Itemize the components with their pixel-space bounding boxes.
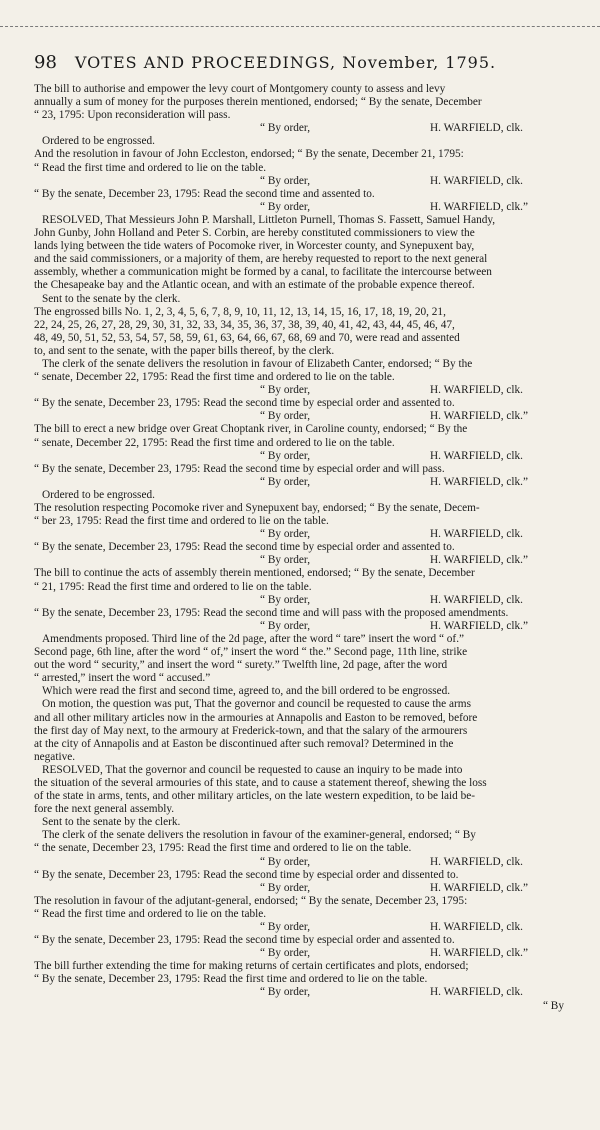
text-line: “ By the senate, December 23, 1795: Read the first time and ordered to lie on the table. <box>34 973 428 986</box>
text-line: out the word “ security,” and insert the word “ surety.” Twelfth line, 2d page, after the word <box>34 659 448 672</box>
text-line: Amendments proposed. Third line of the 2d page, after the word “ tare” insert the word “ of.” <box>42 632 465 645</box>
text-line: lands lying between the tide waters of Pocomoke river, in Worcester county, and Synepuxent bay, <box>34 240 475 253</box>
text-line: “ By <box>542 999 564 1012</box>
clerk-signature: H. WARFIELD, clk. <box>430 528 523 541</box>
signature-line <box>34 201 572 214</box>
clerk-signature: H. WARFIELD, clk. <box>430 174 523 187</box>
page-header <box>34 52 572 73</box>
text-line: “ By the senate, December 23, 1795: Read the second time and assented to. <box>34 187 375 200</box>
by-order-text: “ By order, <box>260 200 311 213</box>
by-order-text: “ By order, <box>260 593 311 606</box>
text-line: Which were read the first and second time, agreed to, and the bill ordered to be engrossed. <box>42 685 451 698</box>
by-order-text: “ By order, <box>260 174 311 187</box>
clerk-signature: H. WARFIELD, clk.” <box>430 881 528 894</box>
text-line: the Chesapeake bay and the Atlantic ocean, and with an estimate of the probable expence thereof. <box>34 279 475 292</box>
signature-line <box>34 620 572 633</box>
text-line: “ By the senate, December 23, 1795: Read the second time by especial order and assented to. <box>34 541 455 554</box>
clerk-signature: H. WARFIELD, clk. <box>430 449 523 462</box>
by-order-text: “ By order, <box>260 475 311 488</box>
text-line: The bill to authorise and empower the levy court of Montgomery county to assess and levy <box>34 83 446 95</box>
text-line: The engrossed bills No. 1, 2, 3, 4, 5, 6, 7, 8, 9, 10, 11, 12, 13, 14, 15, 16, 17, 18, 19, 20, 21, <box>34 305 446 318</box>
signature-line <box>34 410 572 423</box>
text-line: “ senate, December 22, 1795: Read the first time and ordered to lie on the table. <box>34 371 395 384</box>
text-line: Ordered to be engrossed. <box>42 135 155 148</box>
text-line: John Gunby, John Holland and Peter S. Corbin, are hereby constituted commissioners to view the <box>34 227 475 240</box>
text-line: “ the senate, December 23, 1795: Read the first time and ordered to lie on the table. <box>34 842 412 855</box>
clerk-signature: H. WARFIELD, clk.” <box>430 947 528 960</box>
by-order-text: “ By order, <box>260 619 311 632</box>
by-order-text: “ By order, <box>260 921 311 933</box>
clerk-signature: H. WARFIELD, clk.” <box>430 475 528 488</box>
signature-line <box>34 947 572 960</box>
clerk-signature: H. WARFIELD, clk.” <box>430 200 528 213</box>
text-line: “ arrested,” insert the word “ accused.” <box>34 672 211 685</box>
text-line: the first day of May next, to the armoury at Frederick-town, and that the salary of the armourers <box>34 724 468 737</box>
text-line: “ Read the first time and ordered to lie on the table. <box>34 907 267 920</box>
signature-line <box>34 384 572 397</box>
text-line: The resolution respecting Pocomoke river and Synepuxent bay, endorsed; “ By the senate, Decem- <box>34 502 480 514</box>
text-line: the situation of the several armouries of this state, and to cause a statement thereof, shewing the loss <box>34 776 487 789</box>
clerk-signature: H. WARFIELD, clk. <box>430 986 523 999</box>
text-line: Ordered to be engrossed. <box>42 488 155 501</box>
text-line: “ By the senate, December 23, 1795: Read the second time by especial order and assented to. <box>34 397 455 410</box>
signature-line <box>34 594 572 607</box>
document-body <box>34 83 572 1013</box>
signature-line <box>34 856 572 869</box>
clerk-signature: H. WARFIELD, clk. <box>430 855 523 868</box>
text-line: of the state in arms, tents, and other military articles, on the late western expedition, to be laid be- <box>34 790 476 803</box>
by-order-text: “ By order, <box>260 881 311 894</box>
clerk-signature: H. WARFIELD, clk.” <box>430 554 528 567</box>
text-line: “ By the senate, December 23, 1795: Read the second time by especial order and assented to. <box>34 934 455 947</box>
clerk-signature: H. WARFIELD, clk. <box>430 593 523 606</box>
text-line: “ ber 23, 1795: Read the first time and ordered to lie on the table. <box>34 515 329 528</box>
text-line: And the resolution in favour of John Eccleston, endorsed; “ By the senate, December 21, 1795: <box>34 148 464 161</box>
text-line: and the said commissioners, or a majority of them, are hereby requested to report to the next general <box>34 253 488 266</box>
text-line: “ By the senate, December 23, 1795: Read the second time by especial order and dissented to. <box>34 868 459 881</box>
by-order-text: “ By order, <box>260 855 311 868</box>
text-line: “ Read the first time and ordered to lie on the table. <box>34 161 267 174</box>
signature-line <box>34 528 572 541</box>
by-order-text: “ By order, <box>260 554 311 567</box>
text-line: The bill further extending the time for making returns of certain certificates and plots, endorsed; <box>34 960 469 973</box>
by-order-text: “ By order, <box>260 947 311 960</box>
text-line: “ senate, December 22, 1795: Read the first time and ordered to lie on the table. <box>34 436 395 449</box>
by-order-text: “ By order, <box>260 986 311 999</box>
signature-line <box>34 554 572 567</box>
clerk-signature: H. WARFIELD, clk. <box>430 122 523 135</box>
text-line: RESOLVED, That Messieurs John P. Marshall, Littleton Purnell, Thomas S. Fassett, Samuel Handy, <box>42 213 496 226</box>
text-line: The clerk of the senate delivers the resolution in favour of Elizabeth Canter, endorsed; “ By the <box>42 357 473 370</box>
signature-line <box>34 986 572 999</box>
text-line: Second page, 6th line, after the word “ of,” insert the word “ the.” Second page, 11th line, strike <box>34 646 468 659</box>
text-line: 22, 24, 25, 26, 27, 28, 29, 30, 31, 32, 33, 34, 35, 36, 37, 38, 39, 40, 41, 42, 43, 44, 45, 46, 47, <box>34 318 455 331</box>
text-line: The bill to erect a new bridge over Great Choptank river, in Caroline county, endorsed; “ By the <box>34 423 468 436</box>
by-order-text: “ By order, <box>260 122 311 135</box>
text-line: annually a sum of money for the purposes therein mentioned, endorsed; “ By the senate, December <box>34 96 482 109</box>
by-order-text: “ By order, <box>260 528 311 541</box>
text-line: On motion, the question was put, That the governor and council be requested to cause the arms <box>42 698 471 711</box>
text-line: and all other military articles now in the armouries at Annapolis and Easton to be removed, before <box>34 711 478 724</box>
text-line: RESOLVED, That the governor and council be requested to cause an inquiry to be made into <box>42 763 463 776</box>
text-line: at the city of Annapolis and at Easton be discontinued after such removal? Determined in the <box>34 737 454 750</box>
by-order-text: “ By order, <box>260 384 311 397</box>
signature-line <box>34 450 572 463</box>
text-line: 48, 49, 50, 51, 52, 53, 54, 57, 58, 59, 61, 63, 64, 66, 67, 68, 69 and 70, were read and assented <box>34 331 460 344</box>
by-order-text: “ By order, <box>260 410 311 423</box>
page-top-rule <box>0 26 600 27</box>
signature-line <box>34 921 572 934</box>
signature-line <box>34 476 572 489</box>
text-line: assembly, whether a communication might be formed by a canal, to facilitate the intercourse between <box>34 266 492 279</box>
clerk-signature: H. WARFIELD, clk. <box>430 384 523 397</box>
text-line: The bill to continue the acts of assembly therein mentioned, endorsed; “ By the senate, December <box>34 567 475 580</box>
text-line: to, and sent to the senate, with the paper bills thereof, by the clerk. <box>34 344 335 357</box>
signature-line <box>34 882 572 895</box>
signature-line <box>34 122 572 135</box>
text-line: “ 21, 1795: Read the first time and ordered to lie on the table. <box>34 580 312 593</box>
text-line: fore the next general assembly. <box>34 803 175 816</box>
text-line: “ 23, 1795: Upon reconsideration will pass. <box>34 109 231 122</box>
text-line: Sent to the senate by the clerk. <box>42 292 181 305</box>
text-line: Sent to the senate by the clerk. <box>42 816 181 829</box>
by-order-text: “ By order, <box>260 449 311 462</box>
clerk-signature: H. WARFIELD, clk.” <box>430 619 528 632</box>
signature-line <box>34 175 572 188</box>
text-line: negative. <box>34 750 76 763</box>
text-line: The resolution in favour of the adjutant-general, endorsed; “ By the senate, December 23, 1795: <box>34 894 468 907</box>
clerk-signature: H. WARFIELD, clk.” <box>430 410 528 423</box>
text-line: “ By the senate, December 23, 1795: Read the second time and will pass with the proposed amendments. <box>34 606 509 619</box>
page-title: VOTES AND PROCEEDINGS, November, 1795. <box>74 53 497 72</box>
text-line: The clerk of the senate delivers the resolution in favour of the examiner-general, endorsed; “ By <box>42 829 476 842</box>
page-number: 98 <box>34 52 57 73</box>
text-line: “ By the senate, December 23, 1795: Read the second time by especial order and will pass. <box>34 462 445 475</box>
clerk-signature: H. WARFIELD, clk. <box>430 921 523 933</box>
